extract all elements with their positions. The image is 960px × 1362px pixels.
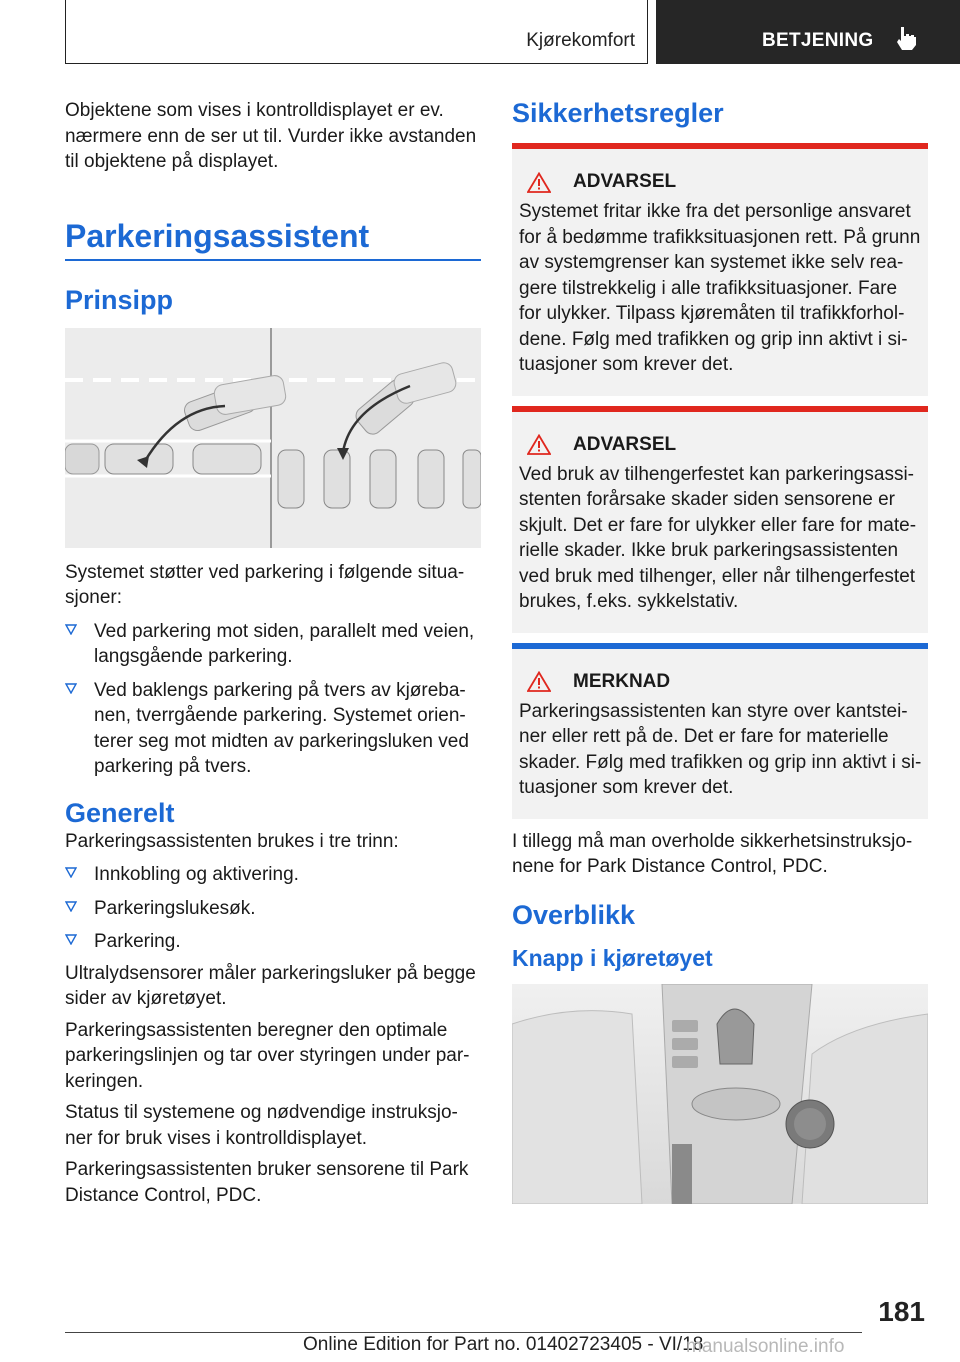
intro-paragraph: Objektene som vises i kontrolldisplayet er ev. nærmere enn de ser ut til. Vurder ikke avstanden til objektene på displayet.	[65, 100, 477, 172]
chapter-title: BETJENING	[762, 30, 874, 51]
warning-text: Systemet fritar ikke fra det personlige ansvaret for å bedømme trafikksituasjonen rett. På grunn av systemgrenser kan systemet ikke selv rea‐gere tilstrekkelig i alle trafikksituasjoner. Fare for ulykker. Tilpass kjøremåten til trafikkforhol‐dene. Følg med trafikken og grip inn aktivt i si‐tuasjoner som krever det.	[519, 201, 921, 375]
center-console-illustration	[512, 984, 928, 1204]
footer-rule	[65, 1332, 862, 1333]
section-header-box	[65, 0, 648, 64]
general-heading: Generelt	[65, 797, 175, 828]
body-paragraph: Parkeringsassistenten bruker sensorene til Park Distance Control, PDC.	[65, 1159, 469, 1206]
edition-text: Online Edition for Part no. 01402723405 - VI/18	[303, 1334, 704, 1355]
warning-text: Ved bruk av tilhengerfestet kan parkeringsassi‐stenten forårsake skader siden sensorene er skjult. Det er fare for ulykker eller fare for mate‐rielle skader. Ikke bruk parkeringsassistenten ved bruk med tilhenger, eller når tilhengerfestet brukes, f.eks. sykkelstativ.	[519, 463, 917, 612]
parking-diagram	[65, 328, 481, 548]
list-item: Ved parkering mot siden, parallelt med veien, langsgående parkering.	[65, 619, 481, 670]
body-paragraph: Ultralydsensorer måler parkeringsluker på begge sider av kjøretøyet.	[65, 962, 476, 1009]
hand-pointer-icon	[894, 25, 918, 51]
warning-label: ADVARSEL	[573, 171, 677, 192]
warning-label: ADVARSEL	[573, 433, 677, 455]
bullet-triangle-icon	[65, 683, 77, 694]
body-paragraph: Parkeringsassistenten beregner den optimale parkeringslinjen og tar over styringen under par‐keringen.	[65, 1019, 470, 1092]
body-paragraph: Status til systemene og nødvendige instruksjo‐ner for bruk vises i kontrolldisplayet.	[65, 1102, 458, 1149]
page-number: 181	[878, 1296, 925, 1327]
overview-heading: Overblikk	[512, 899, 636, 930]
list-item: Parkering.	[65, 929, 481, 955]
warning-triangle-icon	[527, 671, 551, 692]
principle-text: Systemet støtter ved parkering i følgende situa‐sjoner:	[65, 561, 465, 608]
left-column	[65, 98, 481, 1208]
chapter-header-box	[656, 0, 960, 64]
warning-triangle-icon	[527, 172, 551, 193]
watermark: manualsonline.info	[686, 1336, 845, 1357]
list-item: Parkeringslukesøk.	[65, 896, 481, 922]
right-column	[512, 98, 928, 1204]
section-title: Kjørekomfort	[526, 30, 635, 51]
bullet-triangle-icon	[65, 901, 77, 912]
list-item: Ved baklengs parkering på tvers av kjøreba‐nen, tverrgående parkering. Systemet orien‐terer seg mot midten av parkeringsluken ved parkering på tvers.	[65, 678, 481, 780]
note-label: MERKNAD	[573, 670, 671, 692]
bullet-triangle-icon	[65, 867, 77, 878]
parking-principle-figure	[65, 328, 481, 548]
principle-heading: Prinsipp	[65, 284, 174, 315]
body-paragraph: I tillegg må man overholde sikkerhetsinstruksjo‐nene for Park Distance Control, PDC.	[512, 830, 913, 877]
note-box	[512, 643, 928, 819]
button-heading: Knapp i kjøretøyet	[512, 944, 713, 971]
warning-box	[512, 406, 928, 633]
general-text: Parkeringsassistenten brukes i tre trinn:	[65, 830, 399, 852]
bullet-triangle-icon	[65, 624, 77, 635]
vehicle-button-figure	[512, 984, 928, 1204]
note-text: Parkeringsassistenten kan styre over kantstei‐ner eller rett på de. Det er fare for materielle skader. Følg med trafikken og grip inn aktivt i si‐tuasjoner som krever det.	[519, 700, 922, 798]
warning-triangle-icon	[527, 434, 551, 455]
bullet-triangle-icon	[65, 934, 77, 945]
warning-box	[512, 143, 928, 396]
main-heading: Parkeringsassistent	[65, 217, 370, 254]
safety-heading: Sikkerhetsregler	[512, 98, 724, 128]
list-item: Innkobling og aktivering.	[65, 862, 481, 888]
